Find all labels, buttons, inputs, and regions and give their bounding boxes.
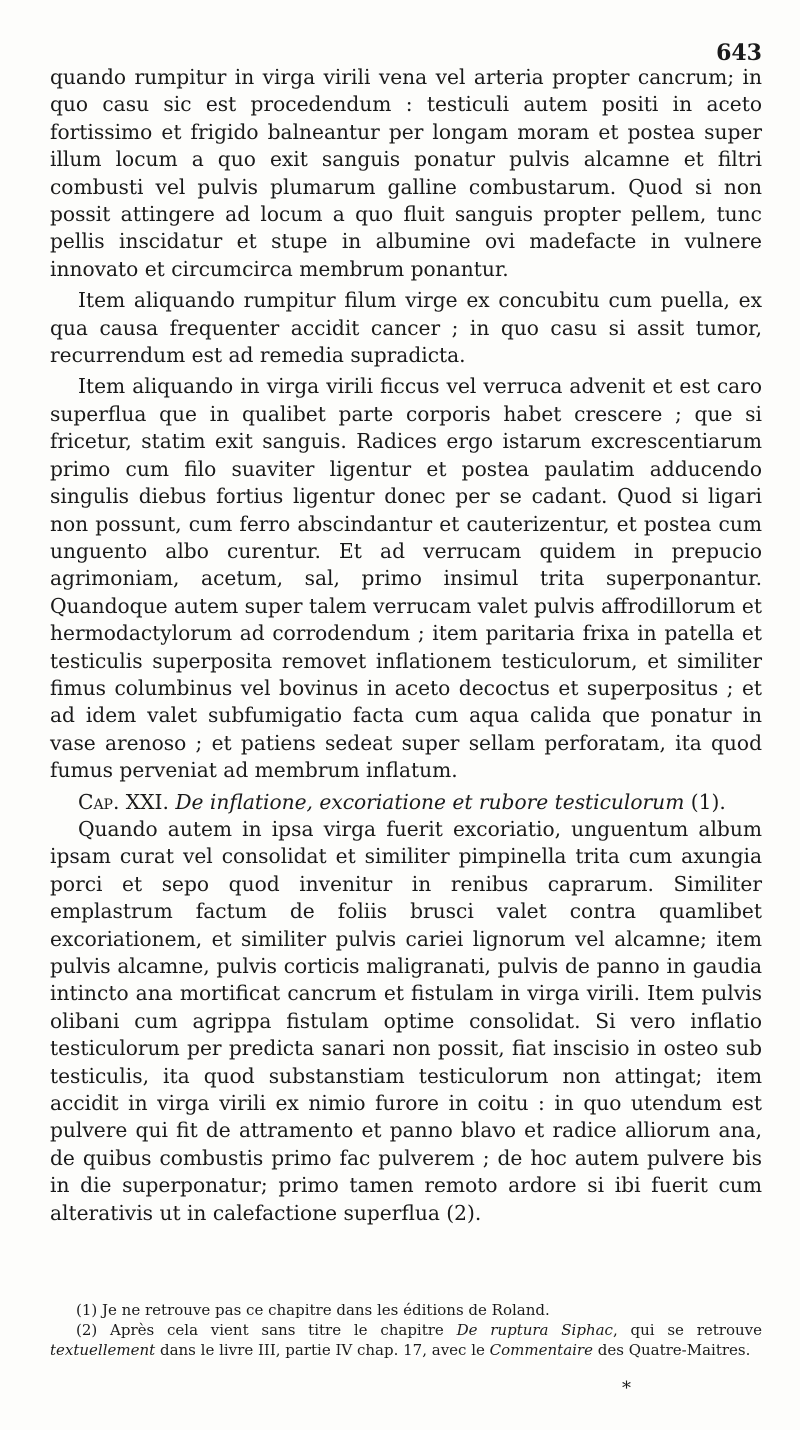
footnote-2-emphasis: textuellement bbox=[50, 1341, 156, 1359]
footnotes bbox=[50, 1300, 762, 1360]
footnote-2-part: des Quatre-Maitres. bbox=[592, 1341, 751, 1359]
paragraph-1: quando rumpitur in virga virili vena vel arteria propter cancrum; in quo casu sic est procedendum : testiculi autem positi in aceto fortissimo et frigido balneantur per longam moram et postea super illum locum a quo exit sanguis ponatur pulvis alcamne et filtri combusti vel pulvis plumarum galline combustarum. Quod si non possit attingere ad locum a quo fluit sanguis propter pellem, tunc pellis inscidatur et stupe in albumine ovi madefacte in vulnere innovato et circumcirca membrum ponantur. bbox=[50, 65, 762, 281]
footnote-2-title: De ruptura Siphac bbox=[456, 1321, 613, 1339]
main-text bbox=[50, 64, 762, 1227]
page-number: 643 bbox=[716, 40, 762, 66]
chapter-label: Cap. XXI. bbox=[78, 789, 169, 814]
footnote-2-part: , qui se retrouve bbox=[612, 1321, 763, 1339]
paragraph-2: Item aliquando rumpitur filum virge ex concubitu cum puella, ex qua causa frequenter accidit cancer ; in quo casu si assit tumor, recurrendum est ad remedia supradicta. bbox=[50, 288, 762, 368]
chapter-heading bbox=[50, 789, 762, 816]
chapter-title: De inflatione, excoriatione et rubore testiculorum bbox=[175, 789, 685, 814]
footnote-2-part: (2) Après cela vient sans titre le chapitre bbox=[76, 1321, 457, 1339]
footnote-2 bbox=[50, 1320, 762, 1360]
chapter-note-ref: (1). bbox=[690, 789, 726, 814]
footnote-1: (1) Je ne retrouve pas ce chapitre dans les éditions de Roland. bbox=[76, 1301, 550, 1319]
footnote-2-part: dans le livre III, partie IV chap. 17, avec le bbox=[155, 1341, 490, 1359]
paragraph-3: Item aliquando in virga virili ficcus vel verruca advenit et est caro superflua que in qualibet parte corporis habet crescere ; que si fricetur, statim exit sanguis. Radices ergo istarum excrescentiarum primo cum filo suaviter ligentur et postea paulatim adducendo singulis diebus fortius ligentur donec per se cadant. Quod si ligari non possunt, cum ferro abscindantur et cauterizentur, et postea cum unguento albo curentur. Et ad verrucam quidem in prepucio agrimoniam, acetum, sal, primo insimul trita superponantur. Quandoque autem super talem verrucam valet pulvis affrodillorum et hermodactylorum ad corrodendum ; item paritaria frixa in patella et testiculis superposita removet inflationem testiculorum, et similiter fimus columbinus vel bovinus in aceto decoctus et superpositus ; et ad idem valet subfumigatio facta cum aqua calida que ponatur in vase arenoso ; et patiens sedeat super sellam perforatam, ita quod fumus perveniat ad membrum inflatum. bbox=[50, 374, 762, 783]
signature-mark: * bbox=[622, 1378, 631, 1399]
paragraph-4: Quando autem in ipsa virga fuerit excoriatio, unguentum album ipsam curat vel consolidat et similiter pimpinella trita cum axungia porci et sepo quod invenitur in renibus caprarum. Similiter emplastrum factum de foliis brusci valet contra quamlibet excoriationem, et similiter pulvis cariei lignorum vel alcamne; item pulvis alcamne, pulvis corticis maligranati, pulvis de panno in gaudia intincto ana mortificat cancrum et fistulam in virga virili. Item pulvis olibani cum agrippa fistulam optime consolidat. Si vero inflatio testiculorum per predicta sanari non possit, fiat inscisio in osteo sub testiculis, ita quod substanstiam testiculorum non attingat; item accidit in virga virili ex nimio furore in coitu : in quo utendum est pulvere qui fit de attramento et panno blavo et radice alliorum ana, de quibus combustis primo fac pulverem ; de hoc autem pulvere bis in die superponatur; primo tamen remoto ardore si ibi fuerit cum alterativis ut in calefactione superflua (2). bbox=[50, 816, 762, 1225]
footnote-2-emphasis: Commentaire bbox=[489, 1341, 593, 1359]
